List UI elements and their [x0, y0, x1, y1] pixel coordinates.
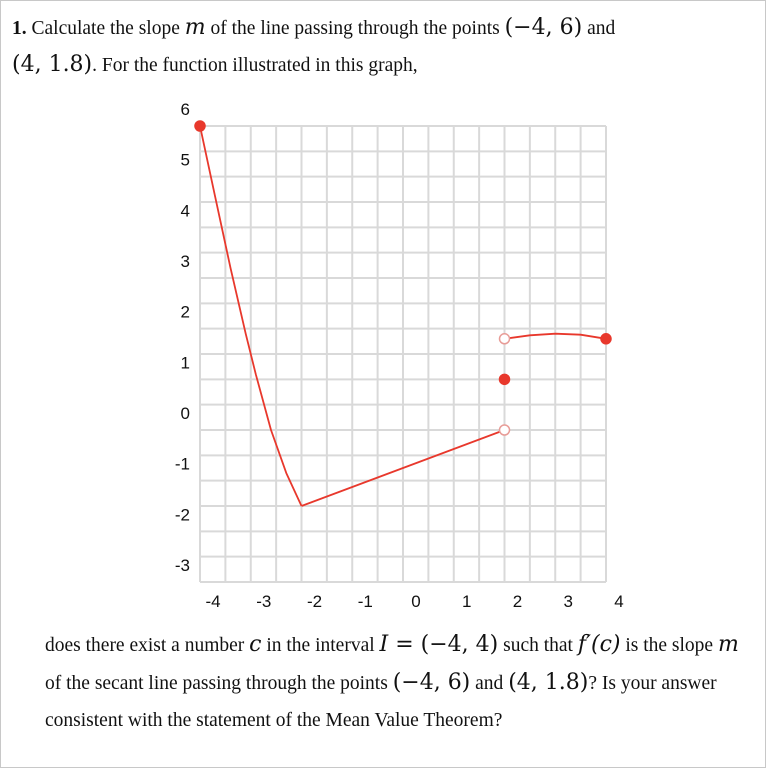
- question-t3: such that: [503, 635, 573, 656]
- point-2: (4, 1.8): [12, 52, 93, 77]
- x-tick-label: -3: [256, 592, 272, 611]
- interval-value: = (−4, 4): [388, 632, 499, 657]
- problem-text-a: Calculate the slope: [31, 18, 180, 39]
- x-tick-label: -1: [357, 592, 373, 611]
- x-tick-label: 2: [512, 592, 523, 611]
- question-t2: in the interval: [266, 635, 375, 656]
- question-text: [45, 626, 755, 739]
- closed-point-marker: [195, 121, 205, 131]
- question-point-1: (−4, 6): [392, 670, 471, 695]
- x-tick-label: -4: [205, 592, 221, 611]
- question-t6: ? Is your answer consistent with the statement of the Mean Value Theorem?: [45, 673, 717, 731]
- question-and: and: [475, 673, 504, 694]
- y-tick-label: 3: [180, 252, 190, 271]
- problem-number: 1.: [12, 18, 27, 39]
- x-tick-label: -2: [306, 592, 323, 611]
- question-t5: of the secant line passing through the points: [45, 673, 388, 694]
- y-tick-label: 2: [180, 302, 190, 322]
- x-tick-label: 4: [614, 592, 624, 611]
- interval-variable: I: [379, 632, 389, 657]
- y-tick-label: -1: [174, 454, 190, 474]
- y-tick-label: 0: [180, 404, 190, 423]
- y-tick-label: -2: [174, 505, 190, 525]
- x-tick-label: 1: [462, 592, 472, 611]
- open-point-marker: [500, 425, 510, 435]
- x-tick-label: 0: [411, 592, 421, 611]
- closed-point-marker: [500, 374, 510, 384]
- closed-point-marker: [601, 334, 611, 344]
- problem-statement: [12, 10, 757, 84]
- question-t4: is the slope: [625, 635, 714, 656]
- problem-text-b: of the line passing through the points: [210, 18, 500, 39]
- y-tick-label: -3: [174, 556, 190, 575]
- y-tick-label: 4: [180, 201, 190, 221]
- y-tick-label: 1: [180, 353, 190, 373]
- y-tick-label: 6: [180, 100, 190, 119]
- question-t1: does there exist a number: [45, 635, 245, 656]
- question-point-2: (4, 1.8): [508, 670, 589, 695]
- x-tick-label: 3: [563, 592, 573, 611]
- point-1: (−4, 6): [504, 15, 583, 40]
- derivative-expression: f′(c): [577, 632, 621, 657]
- function-graph: [160, 95, 630, 615]
- problem-text-c: . For the function illustrated in this graph,: [92, 55, 418, 76]
- x-tick-labels: [205, 592, 623, 611]
- slope-variable: m: [184, 15, 206, 40]
- y-tick-labels: [175, 100, 190, 575]
- problem-text-and: and: [587, 18, 616, 39]
- grid-lines: [200, 126, 606, 582]
- slope-variable-2: m: [717, 632, 739, 657]
- y-tick-label: 5: [180, 150, 190, 170]
- open-point-marker: [500, 334, 510, 344]
- graph-svg: [160, 95, 630, 615]
- number-c-variable: c: [249, 632, 262, 657]
